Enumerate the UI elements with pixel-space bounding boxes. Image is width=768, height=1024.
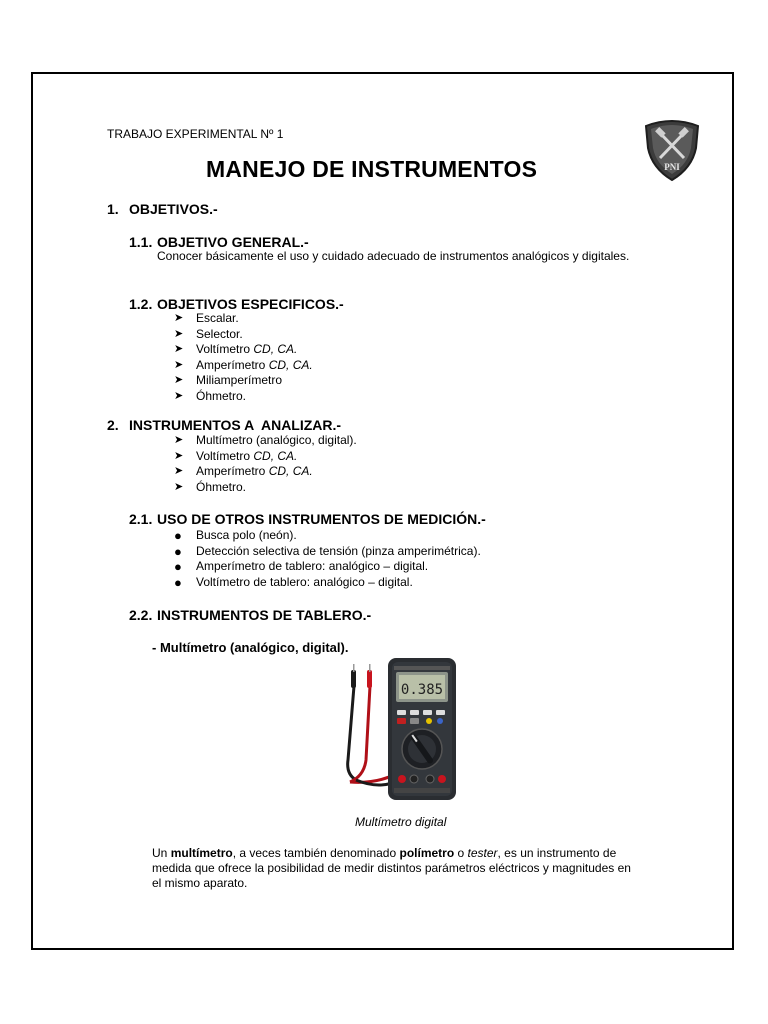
section-2-title: INSTRUMENTOS A ANALIZAR.- xyxy=(129,417,342,433)
multimeter-description: Un multímetro, a veces también denominado polímetro o tester, es un instrumento de medida que ofrece la posibilidad de medir distintos parámetros eléctricos y magnitudes en el mismo aparato. xyxy=(152,846,631,890)
section-2-1-number: 2.1. xyxy=(129,511,153,527)
arrow-bullet-icon: ➤ xyxy=(174,358,184,371)
multimeter-image xyxy=(336,656,462,802)
multimeter-subtitle: - Multímetro (analógico, digital). xyxy=(152,640,349,655)
section-2-2-number: 2.2. xyxy=(129,607,153,623)
arrow-bullet-icon: ➤ xyxy=(174,374,184,386)
section-1-number: 1. xyxy=(107,201,119,217)
dot-bullet-icon: ● xyxy=(174,559,182,574)
shield-logo-icon xyxy=(643,118,701,182)
logo-text: PNI xyxy=(664,162,680,172)
arrow-bullet-icon: ➤ xyxy=(174,434,184,446)
arrow-bullet-icon: ➤ xyxy=(174,465,184,477)
experiment-label: TRABAJO EXPERIMENTAL Nº 1 xyxy=(107,127,284,141)
arrow-bullet-icon: ➤ xyxy=(174,327,184,340)
lcd-display-value: 0.385 xyxy=(400,682,444,698)
general-objective-text: Conocer básicamente el uso y cuidado adecuado de instrumentos analógicos y digitales. xyxy=(157,249,630,263)
bold-term: polímetro xyxy=(399,846,455,860)
arrow-bullet-icon: ➤ xyxy=(174,389,184,402)
section-1-2-title: OBJETIVOS ESPECIFICOS.- xyxy=(157,296,344,312)
arrow-bullet-icon: ➤ xyxy=(174,480,184,493)
section-1-title: OBJETIVOS.- xyxy=(129,201,218,217)
dot-bullet-icon: ● xyxy=(174,528,182,543)
arrow-bullet-icon: ➤ xyxy=(174,312,184,324)
section-2-number: 2. xyxy=(107,417,119,433)
arrow-bullet-icon: ➤ xyxy=(174,449,184,462)
arrow-bullet-icon: ➤ xyxy=(174,343,184,355)
bold-term: multímetro xyxy=(170,846,233,860)
italic-term: tester xyxy=(467,846,498,860)
dot-bullet-icon: ● xyxy=(174,574,182,590)
section-2-2-title: INSTRUMENTOS DE TABLERO.- xyxy=(157,607,372,623)
section-1-2-number: 1.2. xyxy=(129,296,153,312)
figure-caption: Multímetro digital xyxy=(355,815,447,829)
section-1-1-title: OBJETIVO GENERAL.- xyxy=(157,234,309,250)
section-1-1-number: 1.1. xyxy=(129,234,153,250)
section-2-1-title: USO DE OTROS INSTRUMENTOS DE MEDICIÓN.- xyxy=(157,511,486,527)
page-title: MANEJO DE INSTRUMENTOS xyxy=(206,156,538,182)
dot-bullet-icon: ● xyxy=(174,543,182,559)
